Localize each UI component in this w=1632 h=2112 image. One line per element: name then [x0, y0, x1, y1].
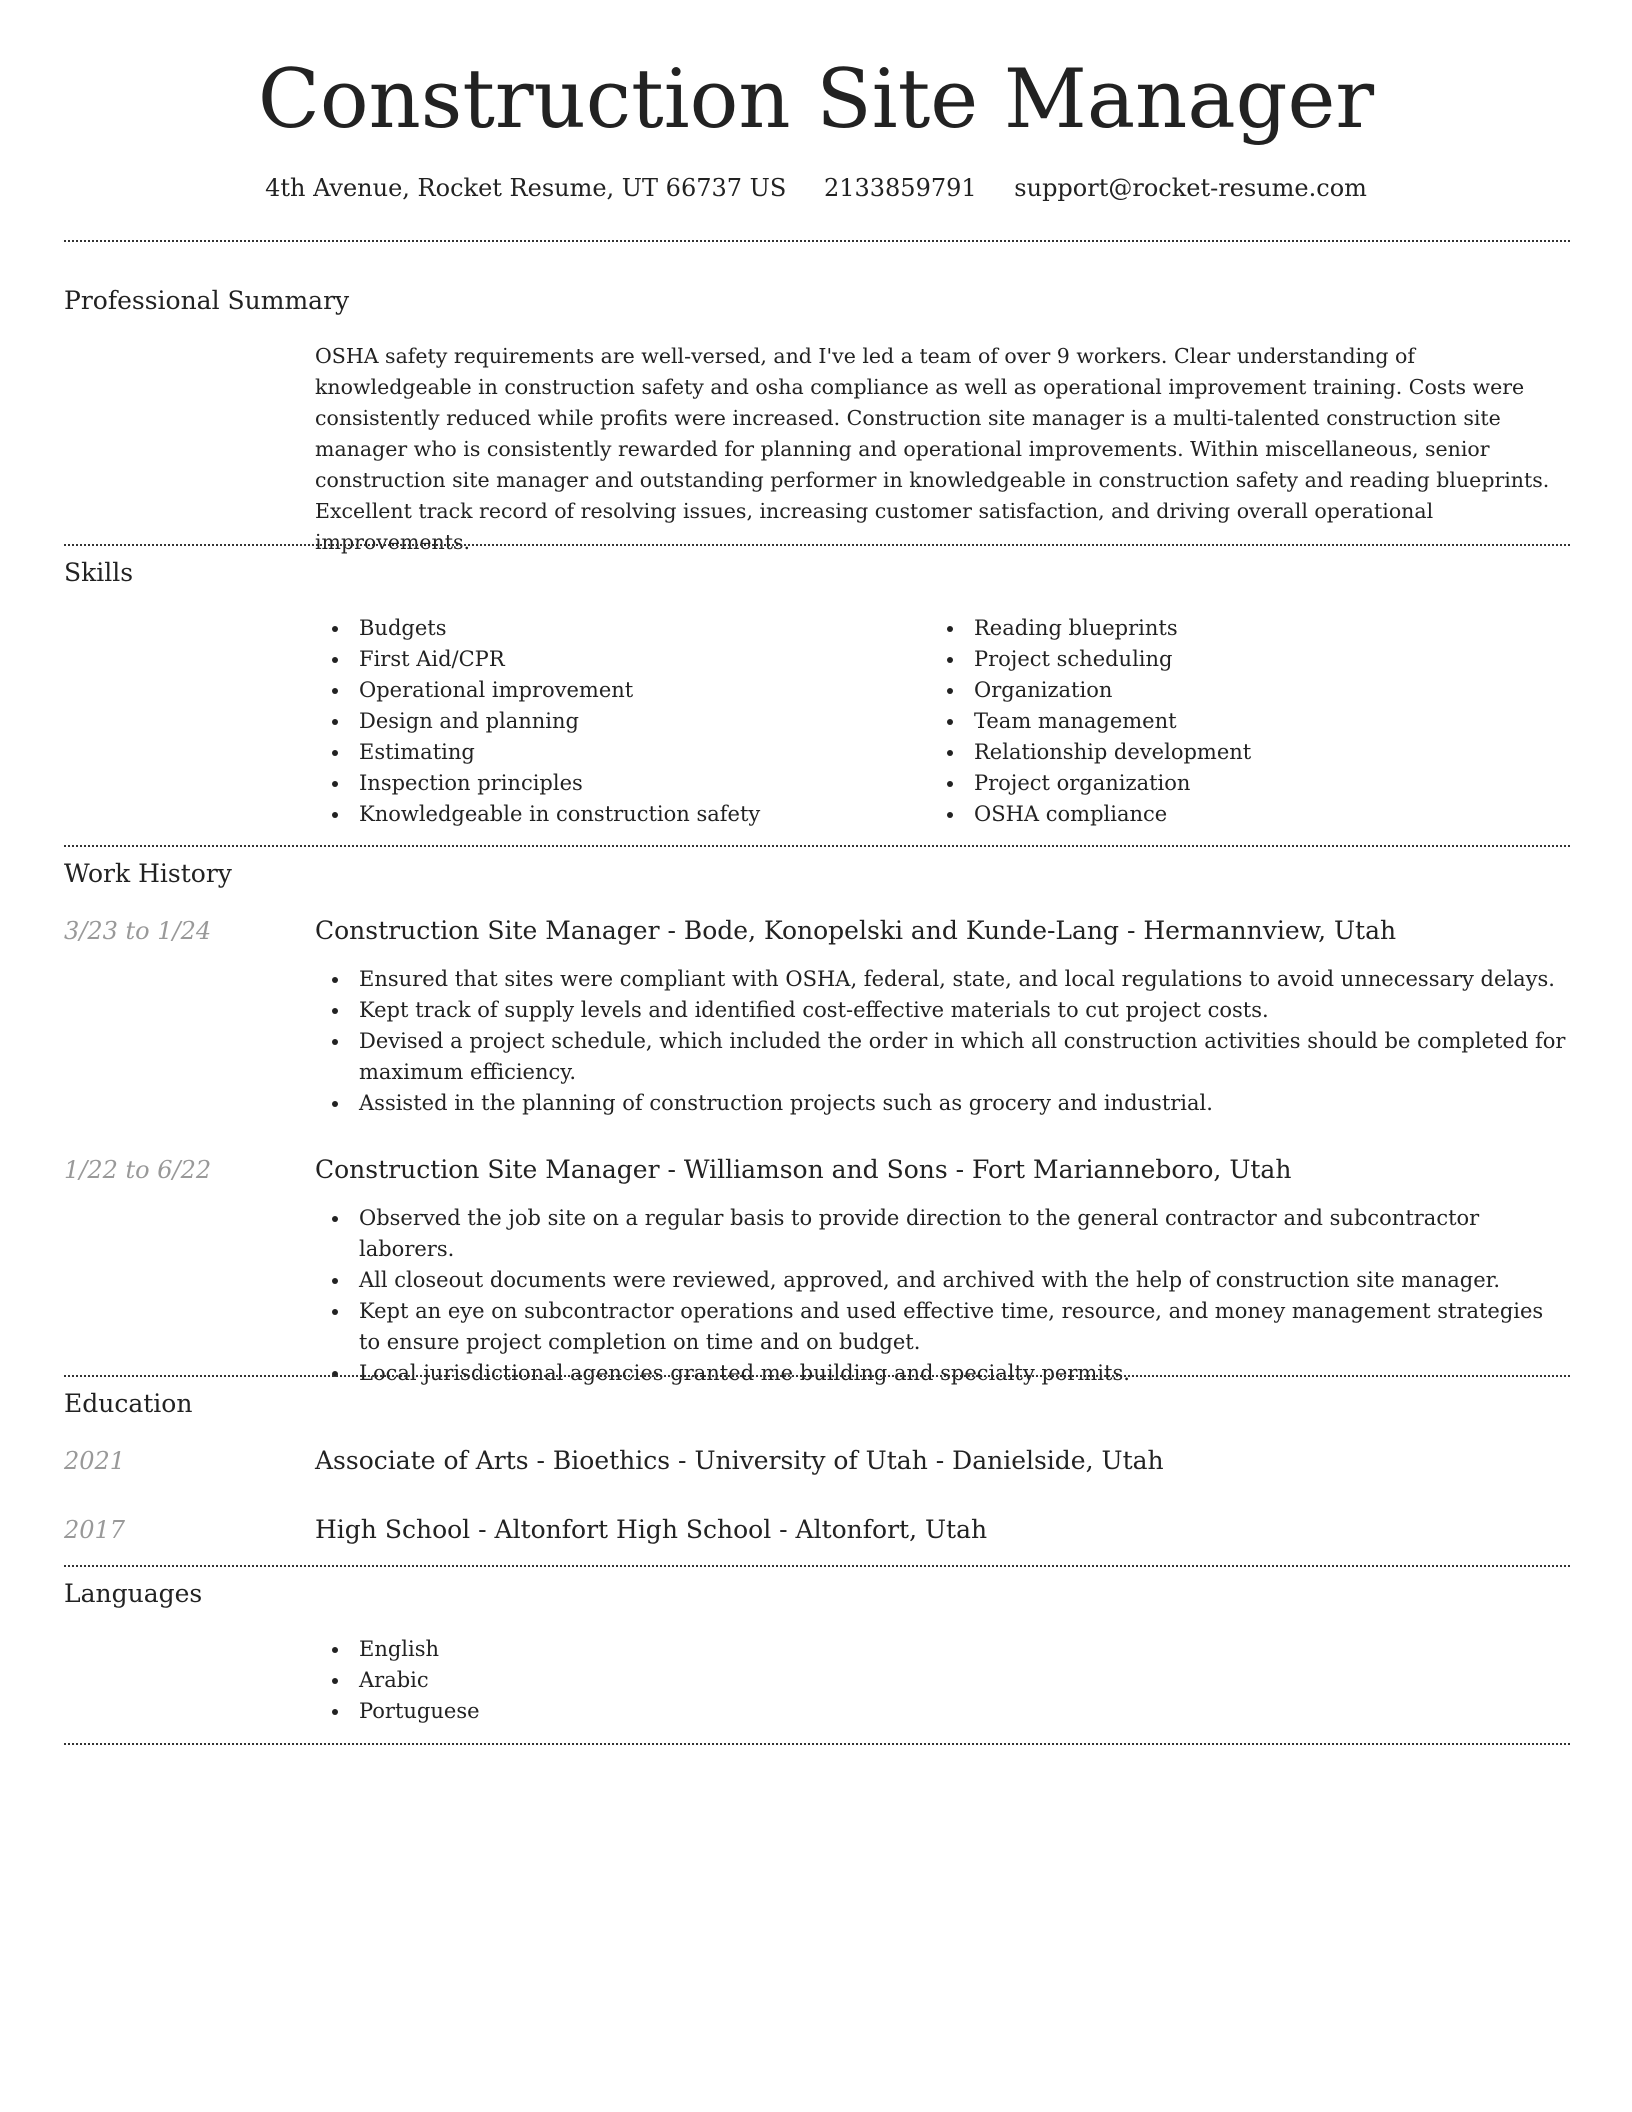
skill-item: Knowledgeable in construction safety — [315, 799, 915, 830]
section-title-summary: Professional Summary — [64, 286, 350, 315]
skill-item: Reading blueprints — [930, 613, 1530, 644]
job-bullets — [315, 964, 1570, 1119]
skills-list-right — [930, 613, 1530, 830]
skill-item: Budgets — [315, 613, 915, 644]
divider — [64, 1375, 1570, 1377]
job-title: Construction Site Manager - Williamson and Sons - Fort Marianneboro, Utah — [315, 1155, 1292, 1184]
job-bullet: Kept track of supply levels and identified cost-effective materials to cut project costs. — [315, 995, 1570, 1026]
skill-item: Project scheduling — [930, 644, 1530, 675]
contact-address: 4th Avenue, Rocket Resume, UT 66737 US — [265, 174, 787, 202]
job-bullet: Observed the job site on a regular basis to provide direction to the general contractor and subcontractor laborers. — [315, 1203, 1570, 1265]
job-bullet: Ensured that sites were compliant with OSHA, federal, state, and local regulations to avoid unnecessary delays. — [315, 964, 1570, 995]
divider — [64, 544, 1570, 546]
skill-item: Estimating — [315, 737, 915, 768]
skill-item: Team management — [930, 706, 1530, 737]
summary-text: OSHA safety requirements are well-versed, and I've led a team of over 9 workers. Clear understanding of knowledgeable in construction safety and osha compliance as well as operational improvement training. Costs were consistently reduced while profits were increased. Construction site manager is a multi-talented construction site manager who is consistently rewarded for planning and operational improvements. Within miscellaneous, senior construction site manager and outstanding performer in knowledgeable in construction safety and reading blueprints. Excellent track record of resolving issues, increasing customer satisfaction, and driving overall operational improvements. — [315, 344, 1550, 554]
education-year: 2021 — [64, 1447, 126, 1475]
job-dates: 3/23 to 1/24 — [64, 917, 212, 945]
divider — [64, 1565, 1570, 1567]
skill-item: Operational improvement — [315, 675, 915, 706]
divider — [64, 1743, 1570, 1745]
job-bullet: Local jurisdictional agencies granted me building and specialty permits. — [315, 1358, 1570, 1389]
education-year: 2017 — [64, 1516, 126, 1544]
job-bullet: Assisted in the planning of construction projects such as grocery and industrial. — [315, 1088, 1570, 1119]
skill-item: Design and planning — [315, 706, 915, 737]
language-item: Portuguese — [315, 1696, 915, 1727]
skill-item: Organization — [930, 675, 1530, 706]
job-bullet: Devised a project schedule, which included the order in which all construction activities should be completed for maximum efficiency. — [315, 1026, 1570, 1088]
skill-item: Inspection principles — [315, 768, 915, 799]
skill-item: Relationship development — [930, 737, 1530, 768]
resume-name: Construction Site Manager — [257, 53, 1375, 147]
language-item: Arabic — [315, 1665, 915, 1696]
education-title: High School - Altonfort High School - Altonfort, Utah — [315, 1515, 988, 1544]
contact-line — [0, 171, 1632, 205]
education-title: Associate of Arts - Bioethics - University of Utah - Danielside, Utah — [315, 1446, 1164, 1475]
section-title-skills: Skills — [64, 558, 134, 587]
job-dates: 1/22 to 6/22 — [64, 1156, 212, 1184]
skill-item: OSHA compliance — [930, 799, 1530, 830]
language-item: English — [315, 1634, 915, 1665]
skill-item: First Aid/CPR — [315, 644, 915, 675]
contact-email: support@rocket-resume.com — [1014, 174, 1367, 202]
job-bullet: Kept an eye on subcontractor operations and used effective time, resource, and money management strategies to ensure project completion on time and on budget. — [315, 1296, 1570, 1358]
skills-list-left — [315, 613, 915, 830]
skill-item: Project organization — [930, 768, 1530, 799]
job-bullet: All closeout documents were reviewed, approved, and archived with the help of construction site manager. — [315, 1265, 1570, 1296]
section-title-work: Work History — [64, 859, 232, 888]
languages-list — [315, 1634, 915, 1727]
divider — [64, 240, 1570, 242]
contact-phone: 2133859791 — [823, 174, 977, 202]
job-title: Construction Site Manager - Bode, Konopelski and Kunde-Lang - Hermannview, Utah — [315, 916, 1397, 945]
job-bullets — [315, 1203, 1570, 1389]
section-title-education: Education — [64, 1389, 193, 1418]
divider — [64, 845, 1570, 847]
section-title-languages: Languages — [64, 1579, 203, 1608]
